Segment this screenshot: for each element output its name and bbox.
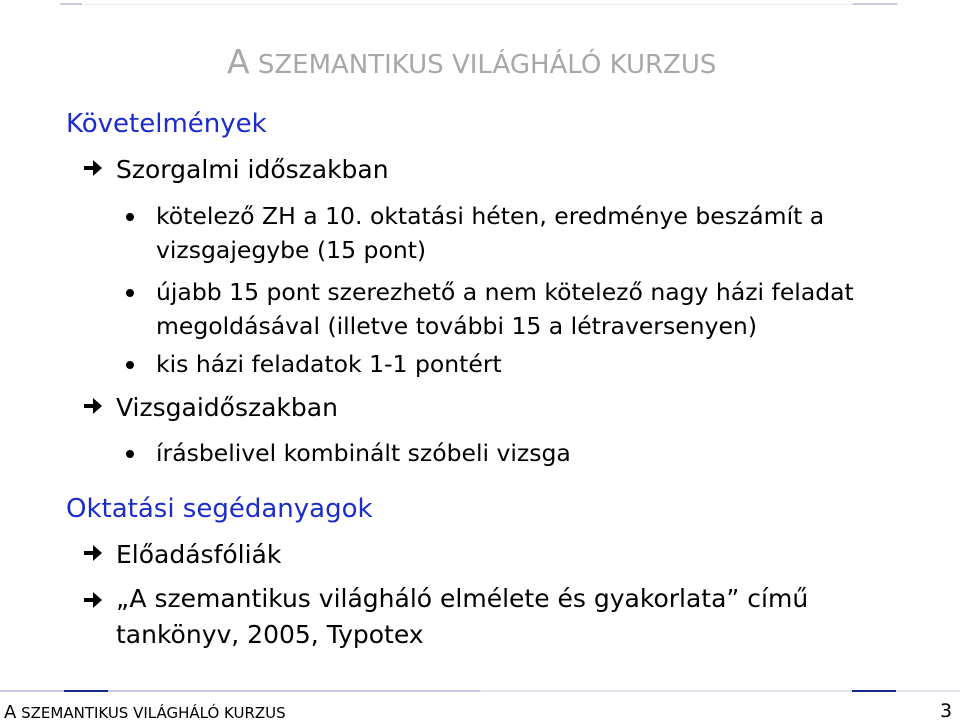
slide-title-rest: SZEMANTIKUS VILÁGHÁLÓ KURZUS [249,50,717,80]
bullet-line: újabb 15 pont szerezhető a nem kötelező nagy házi feladat [156,278,854,306]
top-rule-accent-left [60,3,82,5]
footer-title-initial: A [4,702,17,723]
arrow-item-line: tankönyv, 2005, Typotex [116,620,424,649]
arrow-right-icon [83,589,103,611]
section-heading-requirements: Követelmények [66,109,267,139]
bullet-item-exam [156,436,571,470]
bullet-dot-icon [126,450,134,458]
arrow-item-label: Vizsgaidőszakban [116,393,338,422]
bullet-dot-icon [126,361,134,369]
bullet-line: kötelező ZH a 10. oktatási héten, eredménye beszámít a [156,202,825,230]
footer-title-rest: SZEMANTIKUS VILÁGHÁLÓ KURZUS [16,704,286,722]
page-number: 3 [940,700,953,722]
bullet-item-homework [156,275,854,343]
top-rule-thin [60,4,900,5]
footer-rule-right-accent [852,690,896,692]
arrow-item-term-time [116,155,389,184]
arrow-item-exam-period [116,393,338,422]
bullet-item-small-homework [156,347,502,381]
bullet-line: vizsgajegybe (15 pont) [156,236,427,264]
top-rule-accent-right [853,3,897,5]
bullet-dot-icon [126,289,134,297]
bullet-line: írásbelivel kombinált szóbeli vizsga [156,439,571,467]
arrow-item-slides [116,540,281,569]
bullet-item-midterm [156,199,824,267]
slide-title [227,42,716,81]
arrow-item-label: Szorgalmi időszakban [116,155,389,184]
arrow-right-icon [83,157,103,179]
footer-rule-left-accent [64,690,108,692]
bullet-line: kis házi feladatok 1-1 pontért [156,350,502,378]
arrow-item-label: Előadásfóliák [116,540,282,569]
arrow-item-line: „A szemantikus világháló elmélete és gyakorlata” című [116,584,809,613]
arrow-item-textbook [116,581,808,653]
bullet-dot-icon [126,213,134,221]
arrow-right-icon [83,395,103,417]
bullet-line: megoldásával (illetve további 15 a létraversenyen) [156,312,757,340]
arrow-right-icon [83,542,103,564]
slide-title-initial: A [227,42,250,81]
section-heading-materials: Oktatási segédanyagok [66,494,373,524]
footer-title [4,702,286,723]
